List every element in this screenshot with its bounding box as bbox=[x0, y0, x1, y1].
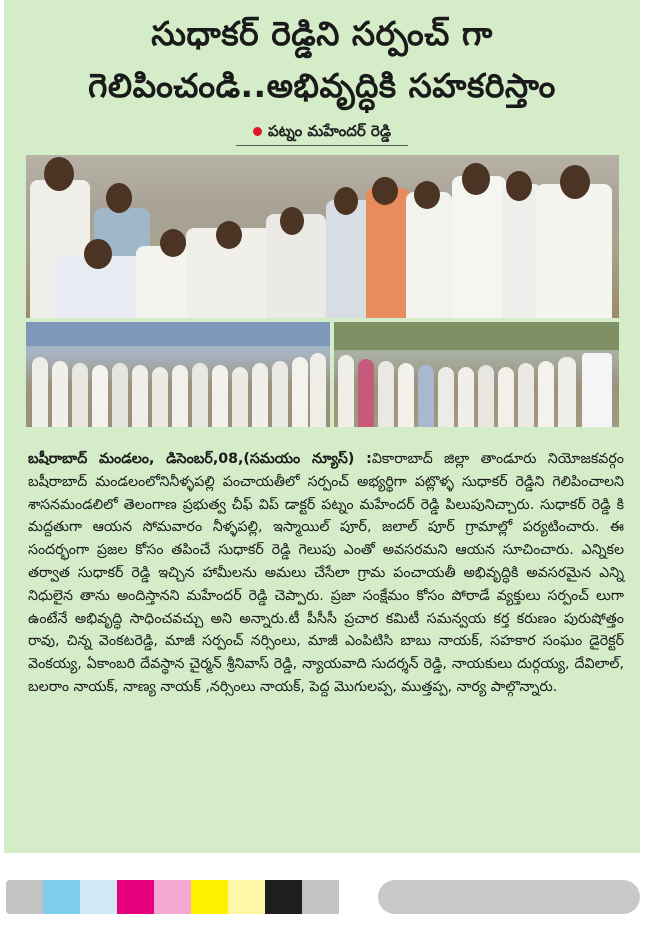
person-figure bbox=[52, 361, 68, 427]
person-figure bbox=[366, 188, 410, 318]
bullet-icon bbox=[253, 127, 262, 136]
person-figure bbox=[358, 359, 374, 427]
person-head bbox=[462, 163, 490, 195]
person-figure bbox=[212, 365, 228, 427]
headline-line-1: సుధాకర్ రెడ్డిని సర్పంచ్ గా bbox=[151, 14, 493, 53]
color-swatch bbox=[6, 880, 43, 914]
person-figure bbox=[92, 365, 108, 427]
person-figure bbox=[132, 365, 148, 427]
color-swatch bbox=[154, 880, 191, 914]
news-clipping bbox=[4, 0, 640, 853]
article-body bbox=[28, 448, 624, 699]
person-figure bbox=[498, 367, 514, 427]
byline-divider bbox=[236, 145, 408, 146]
headline-line-2: గెలిపించండి..అభివృద్ధికి సహకరిస్తాం bbox=[88, 66, 556, 105]
building-wall bbox=[26, 322, 330, 346]
photo-village-crowd bbox=[26, 322, 330, 427]
person-head bbox=[84, 239, 112, 269]
color-swatch bbox=[302, 880, 339, 914]
person-head bbox=[280, 207, 304, 235]
person-figure bbox=[152, 367, 168, 427]
person-figure bbox=[310, 353, 326, 427]
trees-background bbox=[334, 322, 619, 350]
photo-group-meeting bbox=[26, 155, 619, 318]
person-figure bbox=[272, 361, 288, 427]
person-figure bbox=[418, 365, 434, 427]
person-figure bbox=[252, 363, 268, 427]
article-dateline: బషీరాబాద్ మండలం, డిసెంబర్,08,(సమయం న్యూస్) : bbox=[28, 451, 372, 467]
person-figure bbox=[478, 365, 494, 427]
person-figure bbox=[438, 367, 454, 427]
person-figure bbox=[338, 355, 354, 427]
person-head bbox=[506, 171, 532, 201]
person-figure bbox=[292, 357, 308, 427]
person-head bbox=[334, 187, 358, 215]
person-figure bbox=[232, 367, 248, 427]
car-figure bbox=[582, 353, 612, 427]
person-figure bbox=[32, 357, 48, 427]
person-figure bbox=[452, 176, 506, 318]
color-swatch bbox=[80, 880, 117, 914]
person-figure bbox=[378, 361, 394, 427]
color-swatch bbox=[228, 880, 265, 914]
person-figure bbox=[112, 363, 128, 427]
person-figure bbox=[538, 361, 554, 427]
byline-text: పట్నం మహేందర్ రెడ్డి bbox=[268, 122, 391, 140]
color-swatch bbox=[191, 880, 228, 914]
color-swatch bbox=[117, 880, 154, 914]
person-head bbox=[372, 177, 398, 205]
color-swatch bbox=[43, 880, 80, 914]
byline bbox=[4, 122, 640, 144]
person-figure bbox=[406, 192, 452, 318]
person-figure bbox=[72, 363, 88, 427]
person-figure bbox=[536, 184, 612, 318]
person-figure bbox=[398, 363, 414, 427]
person-head bbox=[106, 183, 132, 213]
person-figure bbox=[458, 367, 474, 427]
color-swatch bbox=[265, 880, 302, 914]
person-head bbox=[44, 157, 74, 191]
photo-village-gathering bbox=[334, 322, 619, 427]
person-figure bbox=[558, 357, 576, 427]
person-figure bbox=[518, 363, 534, 427]
person-head bbox=[160, 229, 186, 257]
color-bar-pill bbox=[378, 880, 640, 914]
person-head bbox=[560, 165, 590, 199]
person-head bbox=[216, 221, 242, 249]
person-head bbox=[414, 181, 440, 209]
article-text: వికారాబాద్ జిల్లా తాండూరు నియోజకవర్గం బషీరాబాద్ మండలంలోనినీళ్ళపల్లి పంచాయతీలో సర్పంచ్ అభ్యర్థిగా పట్లొళ్ళ సుధాకర్ రెడ్డిని గెలిపించాలని శాసనమండలిలో తెలంగాణ ప్రభుత్వ చీఫ్ విప్ డాక్టర్ పట్నం మహేందర్ రెడ్డి పిలుపునిచ్చారు. సుధాకర్ రెడ్డి కి మద్దతుగా ఆయన సోమవారం నీళ్ళపల్లి, ఇస్మాయిల్ పూర్, జలాల్ పూర్ గ్రామాల్లో పర్యటించారు. ఈ సందర్భంగా ప్రజల కోసం తపించే సుధాకర్ రెడ్డి గెలుపు ఎంతో అవసరమని ఆయన సూచించారు. ఎన్నికల తర్వాత సుధాకర్ రెడ్డి ఇచ్చిన హామీలను అమలు చేసేలా గ్రామ పంచాయతీ అభివృద్ధికి అవసరమైన ఎన్ని నిధులైన తాను అందిస్తానని మహేందర్ రెడ్డి చెప్పారు. ప్రజా సంక్షేమం కోసం పోరాడే వ్యక్తులు సర్పంచ్ లుగా ఉంటేనే అభివృద్ధి సాధించవచ్చు అని అన్నారు.టీ పీసీసీ ప్రచార కమిటీ సమన్వయ కర్త కరుణం పురుషోత్తం రావు, చిన్న వెంకటరెడ్డి, మాజీ సర్పంచ్ నర్సింలు, మాజీ ఎంపిటిసి బాబు నాయక్, సహకార సంఘం డైరెక్టర్ వెంకయ్య, ఏకాంబరి దేవస్థాన చైర్మన్ శ్రీనివాస్ రెడ్డి, న్యాయవాది సుదర్శన్ రెడ్డి, నాయకులు దుర్గయ్య, దేవిలాల్, బలరాం నాయక్, నాణ్య నాయక్ ,నర్సింలు నాయక్, పెద్ద మొగులప్ప, ముత్తప్ప, నార్య పాల్గొన్నారు. bbox=[28, 451, 624, 695]
person-figure bbox=[192, 363, 208, 427]
person-figure bbox=[172, 365, 188, 427]
